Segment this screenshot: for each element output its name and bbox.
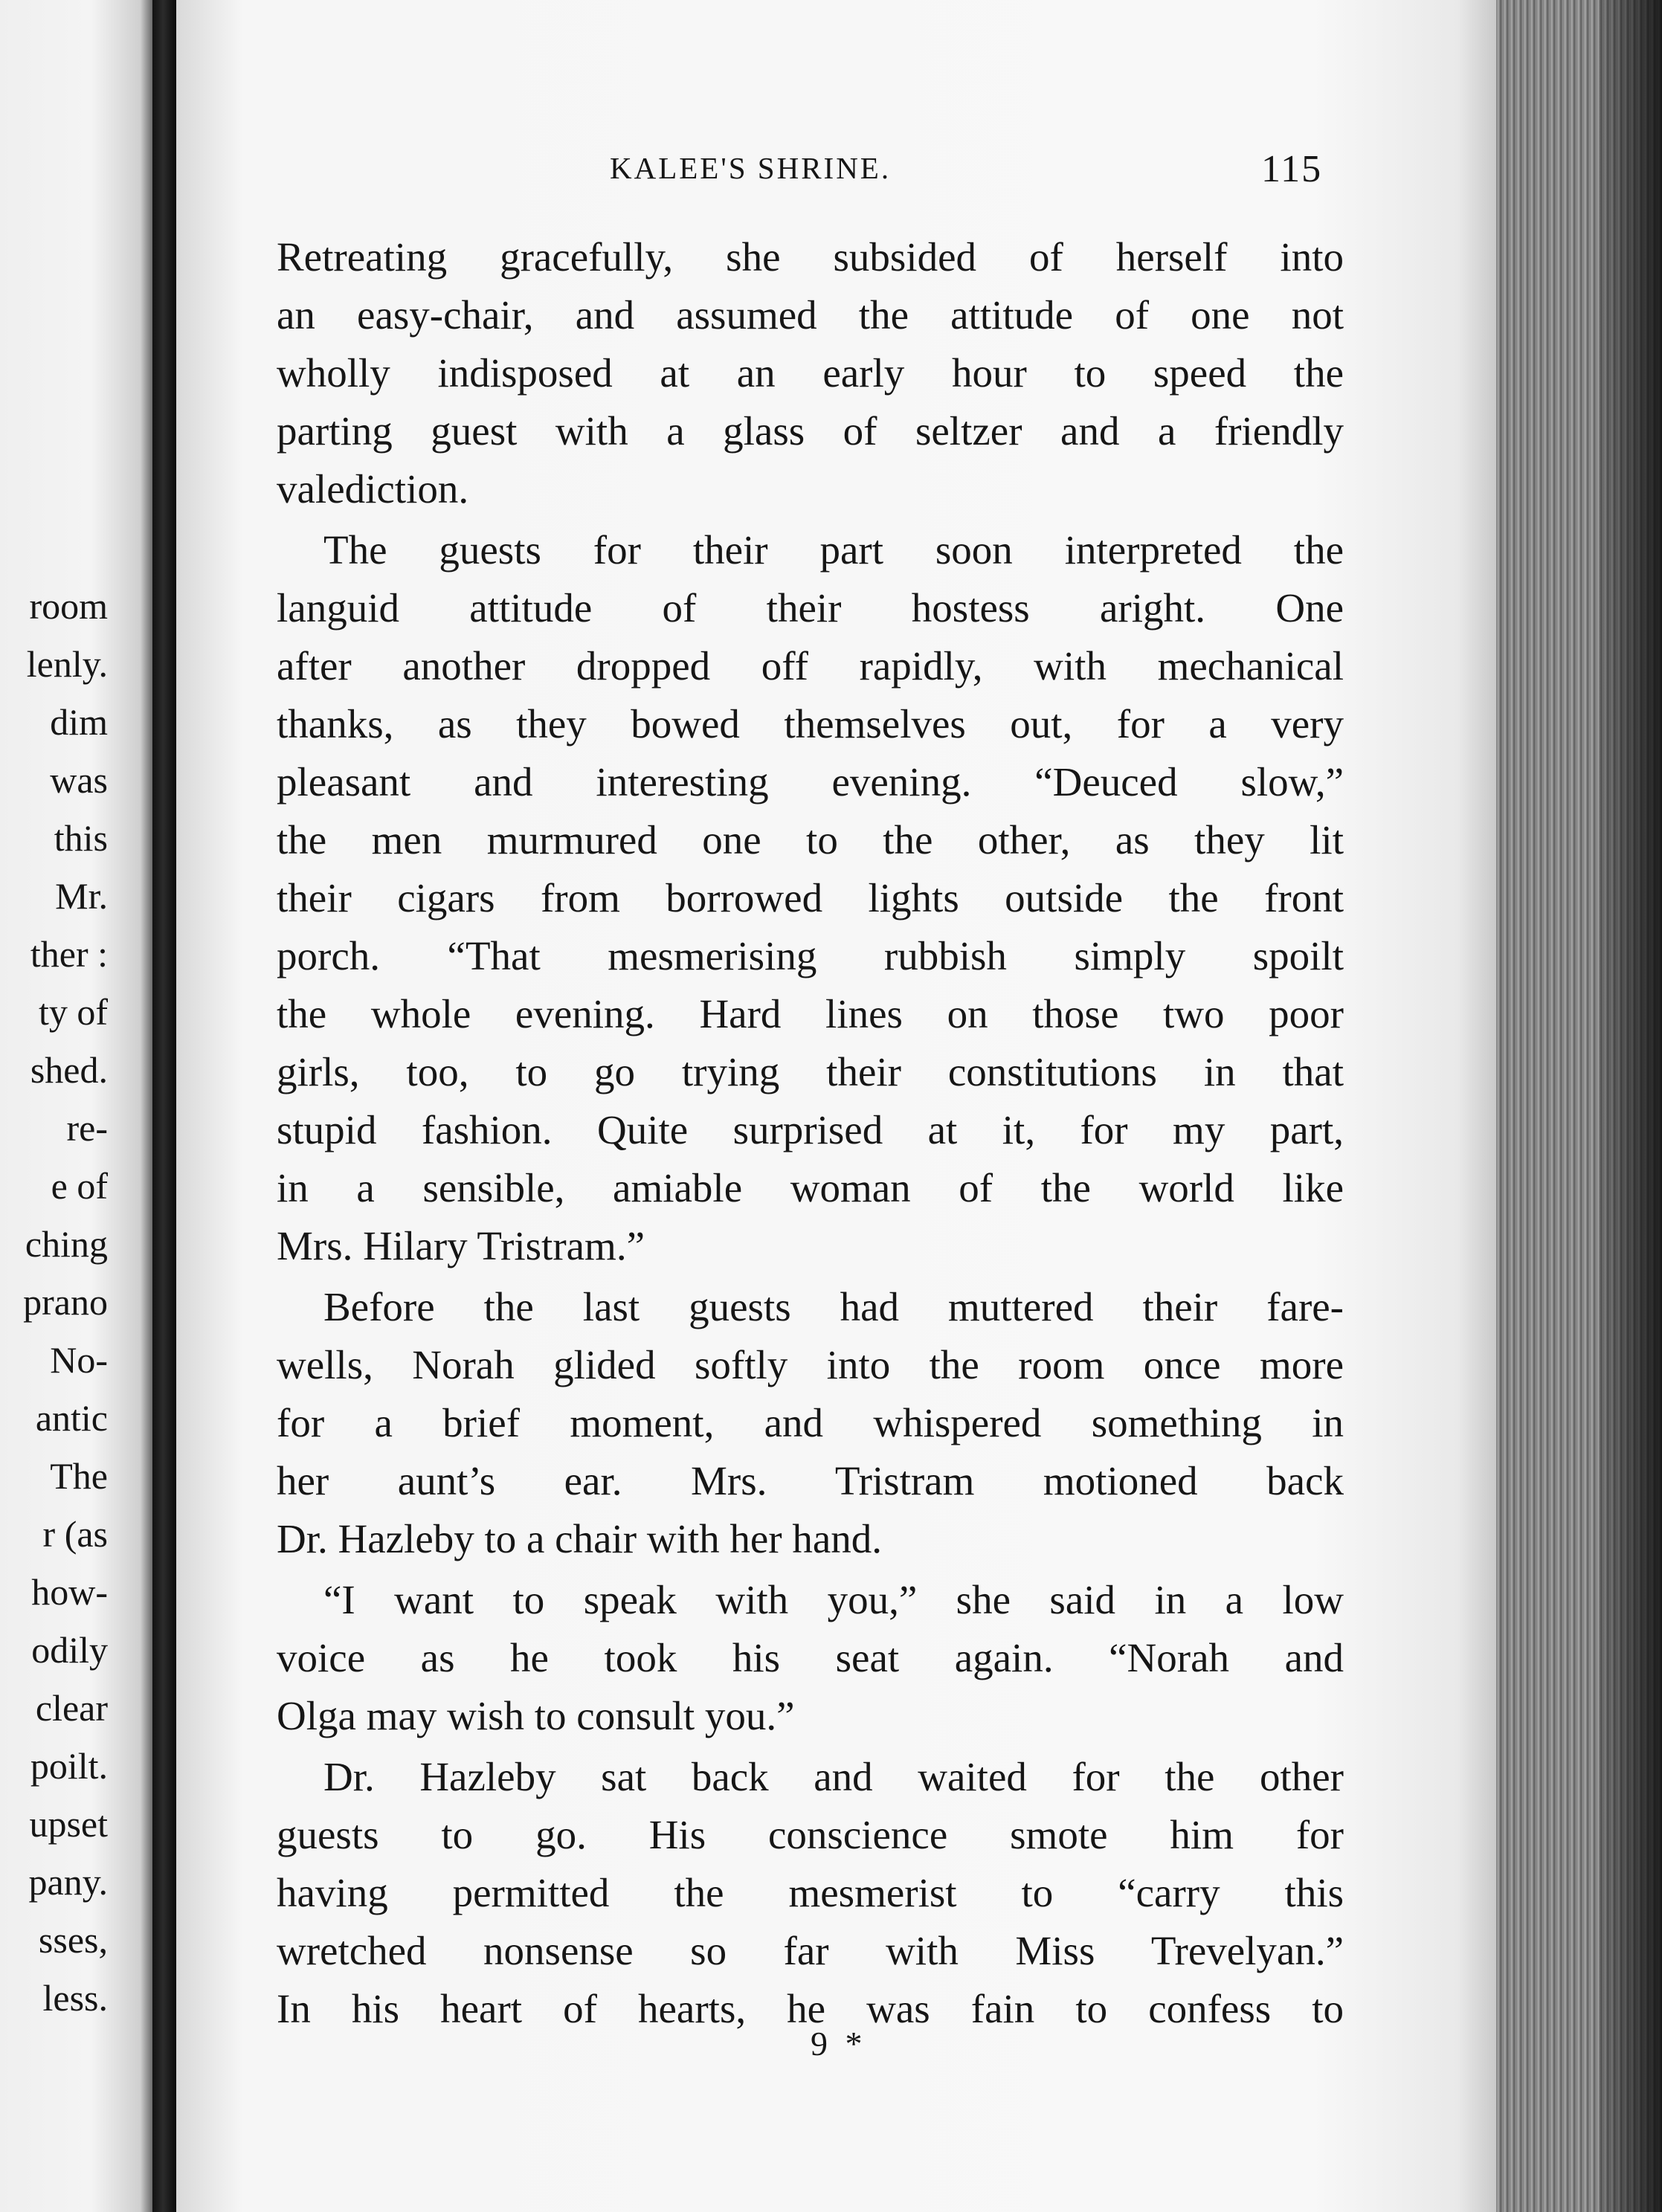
left-page-line: No- — [50, 1339, 108, 1381]
left-page-line: ther : — [30, 933, 108, 975]
left-page-line: room — [29, 585, 108, 627]
left-page-line: r (as — [42, 1513, 108, 1555]
left-page-line: ty of — [38, 991, 108, 1033]
left-page-line: dim — [50, 701, 108, 743]
text-line: In his heart of hearts, he was fain to confess to — [277, 1986, 1344, 2031]
text-line: their cigars from borrowed lights outside the front — [277, 875, 1344, 920]
left-page-line: antic — [35, 1397, 108, 1439]
left-page-line: this — [54, 817, 108, 859]
text-line: having permitted the mesmerist to “carry this — [277, 1870, 1344, 1915]
page-number: 115 — [1261, 148, 1323, 190]
text-line: Olga may wish to consult you.” — [277, 1693, 795, 1738]
left-page-line: e of — [51, 1165, 108, 1207]
left-facing-page — [0, 0, 152, 2212]
left-page-line: clear — [35, 1687, 108, 1729]
text-line: voice as he took his seat again. “Norah and — [277, 1635, 1344, 1680]
text-line: Dr. Hazleby to a chair with her hand. — [277, 1516, 883, 1561]
text-line: porch. “That mesmerising rubbish simply spoilt — [277, 933, 1344, 978]
text-line: Mrs. Hilary Tristram.” — [277, 1223, 645, 1268]
book-gutter — [152, 0, 176, 2212]
signature-mark: 9 * — [811, 2025, 867, 2063]
left-page-line: ching — [25, 1223, 108, 1265]
text-line: the men murmured one to the other, as they lit — [277, 817, 1344, 862]
text-line: an easy-chair, and assumed the attitude of one not — [277, 292, 1344, 338]
text-line: pleasant and interesting evening. “Deuced slow,” — [277, 759, 1344, 804]
left-page-line: The — [50, 1455, 108, 1497]
text-line: parting guest with a glass of seltzer and a friendly — [277, 408, 1344, 454]
left-page-line: prano — [23, 1281, 108, 1323]
text-line: languid attitude of their hostess aright. One — [277, 585, 1344, 631]
text-line: wholly indisposed at an early hour to speed the — [277, 350, 1344, 396]
left-page-line: lenly. — [26, 643, 108, 685]
left-page-line: shed. — [30, 1049, 108, 1091]
text-line: girls, too, to go trying their constitutions in that — [277, 1049, 1344, 1094]
text-line: for a brief moment, and whispered something in — [277, 1400, 1344, 1445]
text-line: Before the last guests had muttered their fare- — [323, 1284, 1344, 1329]
text-line: after another dropped off rapidly, with mechanical — [277, 643, 1344, 689]
text-line: guests to go. His conscience smote him for — [277, 1812, 1344, 1857]
left-page-line: Mr. — [55, 875, 108, 917]
left-page-line: was — [50, 759, 108, 801]
text-line: in a sensible, amiable woman of the world like — [277, 1165, 1344, 1210]
text-line: thanks, as they bowed themselves out, for a very — [277, 701, 1344, 747]
text-line: wretched nonsense so far with Miss Trevelyan.” — [277, 1928, 1344, 1973]
left-page-line: odily — [31, 1629, 108, 1671]
text-line: Dr. Hazleby sat back and waited for the other — [323, 1754, 1344, 1799]
left-page-line: pany. — [28, 1861, 108, 1903]
text-line: Retreating gracefully, she subsided of herself into — [277, 234, 1344, 280]
page-edges-shadow — [1599, 0, 1662, 2212]
left-page-line: re- — [66, 1107, 108, 1149]
text-line: wells, Norah glided softly into the room once more — [277, 1342, 1344, 1387]
text-line: her aunt’s ear. Mrs. Tristram motioned back — [277, 1458, 1344, 1503]
left-page-line: less. — [42, 1977, 108, 2019]
text-line: the whole evening. Hard lines on those two poor — [277, 991, 1344, 1036]
running-head: KALEE'S SHRINE. — [610, 151, 892, 185]
text-line: “I want to speak with you,” she said in a low — [323, 1577, 1344, 1622]
text-line: valediction. — [277, 466, 469, 512]
left-page-line: upset — [29, 1803, 108, 1845]
text-line: stupid fashion. Quite surprised at it, for my part, — [277, 1107, 1344, 1152]
left-page-line: sses, — [38, 1919, 108, 1961]
left-page-line: how- — [31, 1571, 108, 1613]
text-line: The guests for their part soon interpreted the — [323, 527, 1344, 573]
left-page-line: poilt. — [30, 1745, 108, 1787]
